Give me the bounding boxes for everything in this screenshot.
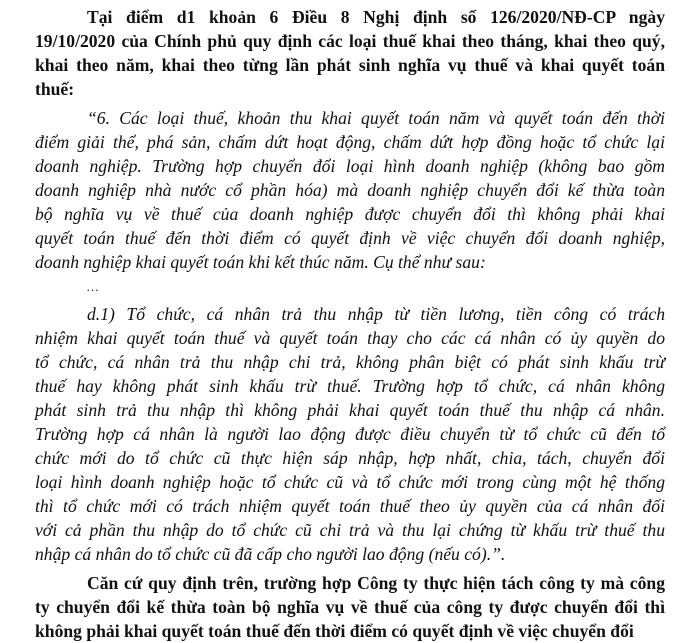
quote-line: quyết toán thuế đến thời điểm có quyết định về việc chuyển đổi doanh nghiệp,	[35, 228, 665, 248]
quote-line: với cả phần thu nhập do tổ chức cũ chi trả và thu lại chứng từ khấu trừ thuế thu	[35, 520, 665, 540]
ellipsis: …	[87, 279, 99, 294]
quote-line: phát sinh trả thu nhập thì không phải khai quyết toán thuế thu nhập cá nhân.	[35, 400, 665, 420]
conclusion-line: ty chuyển đổi kế thừa toàn bộ nghĩa vụ về thuế của công ty được chuyển đổi thì	[35, 597, 665, 617]
quote-line: bộ nghĩa vụ về thuế của doanh nghiệp được chuyển đổi thì không phải khai	[35, 204, 665, 224]
quote-line: nhập cá nhân do tổ chức cũ đã cấp cho người lao động (nếu có).”.	[35, 544, 506, 564]
intro-line: thuế:	[35, 79, 75, 99]
quote-line: doanh nghiệp khai quyết toán khi kết thúc năm. Cụ thể như sau:	[35, 252, 486, 272]
quote-line: thì tổ chức mới có trách nhiệm quyết toán thuế theo ủy quyền của cá nhân đối	[35, 496, 665, 516]
intro-line: Tại điểm d1 khoản 6 Điều 8 Nghị định số 126/2020/NĐ-CP ngày	[87, 7, 665, 27]
quote-line: điểm giải thể, phá sản, chấm dứt hoạt động, chấm dứt hợp đồng hoặc tổ chức lại	[35, 132, 665, 152]
quote-line: nhiệm khai quyết toán thuế và quyết toán thay cho các cá nhân có ủy quyền do	[35, 328, 665, 348]
conclusion-line: Căn cứ quy định trên, trường hợp Công ty thực hiện tách công ty mà công	[87, 573, 665, 593]
quote-line: thuế hay không phát sinh khấu trừ thuế. Trường hợp tổ chức, cá nhân không	[35, 376, 665, 396]
quote-line: “6. Các loại thuế, khoản thu khai quyết toán năm và quyết toán đến thời	[87, 108, 665, 128]
quote-line: tổ chức, cá nhân trả thu nhập chi trả, không phân biệt có phát sinh khấu trừ	[35, 352, 665, 372]
intro-line: khai theo năm, khai theo từng lần phát sinh nghĩa vụ thuế và khai quyết toán	[35, 55, 665, 75]
quote-line: doanh nghiệp. Trường hợp chuyển đổi loại hình doanh nghiệp (không bao gồm	[35, 156, 665, 176]
quote-line: d.1) Tổ chức, cá nhân trả thu nhập từ tiền lương, tiền công có trách	[87, 304, 665, 324]
conclusion-line: không phải khai quyết toán thuế đến thời điểm có quyết định về việc chuyển đổi	[35, 621, 634, 641]
quote-line: Trường hợp cá nhân là người lao động được điều chuyển từ tổ chức cũ đến tổ	[35, 424, 665, 444]
quote-line: chức mới do tổ chức cũ thực hiện sáp nhập, hợp nhất, chia, tách, chuyển đổi	[35, 448, 665, 468]
quote-line: doanh nghiệp nhà nước cổ phần hóa) mà doanh nghiệp chuyển đổi kế thừa toàn	[35, 180, 665, 200]
quote-line: loại hình doanh nghiệp hoặc tổ chức cũ và tổ chức mới trong cùng một hệ thống	[35, 472, 665, 492]
intro-line: 19/10/2020 của Chính phủ quy định các loại thuế khai theo tháng, khai theo quý,	[35, 31, 665, 51]
